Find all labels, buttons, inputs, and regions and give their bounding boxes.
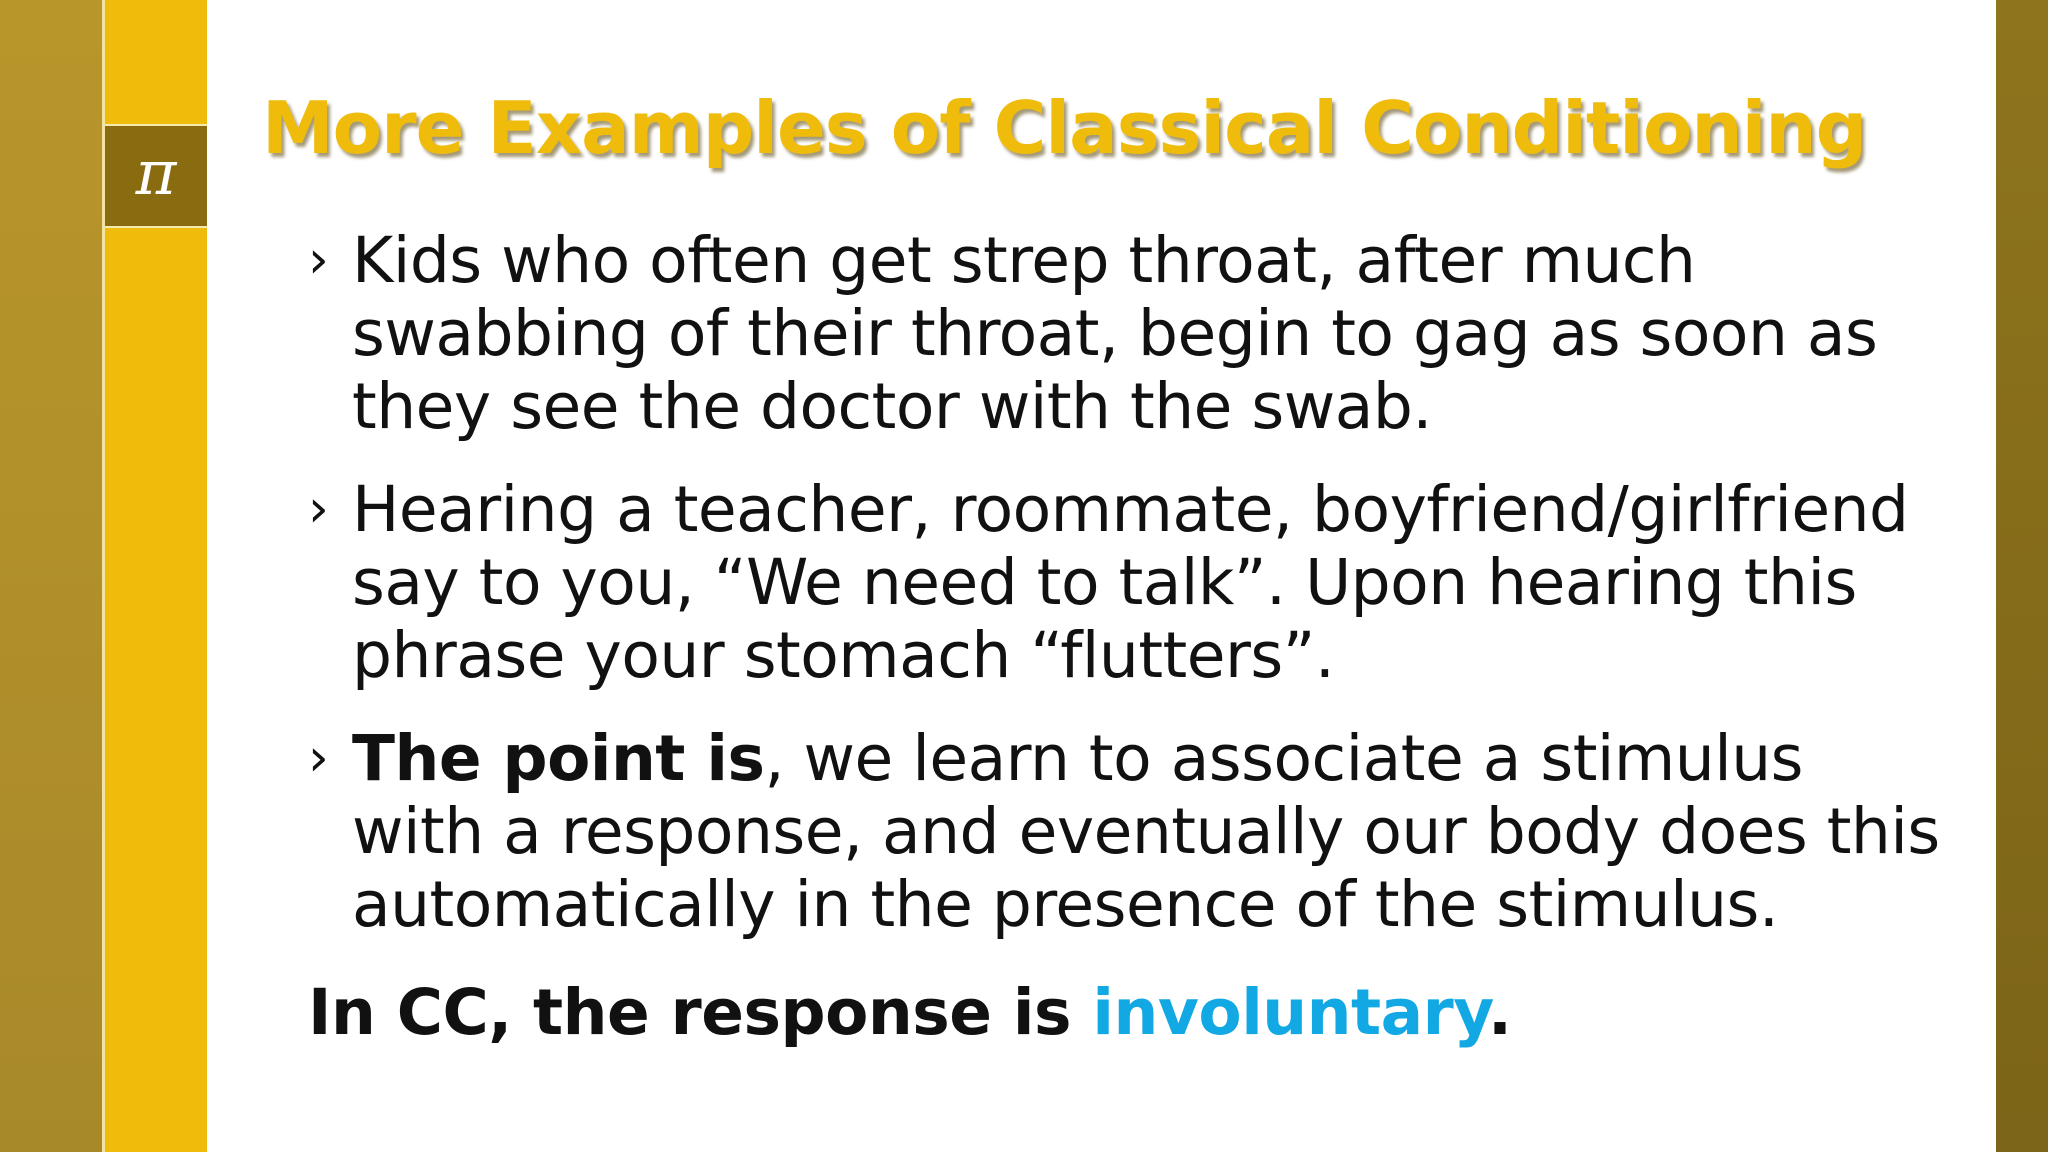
bullet-text: , we learn to associate a stimulus with a response, and eventually our body does this automatically in the presence of the stimulus. — [352, 722, 1940, 941]
bullet-text: Hearing a teacher, roommate, boyfriend/girlfriend say to you, “We need to talk”. Upon hearing this phrase your stomach “flutters”. — [352, 473, 1909, 692]
bullet-chevron-icon: › — [308, 230, 329, 290]
bullet-item — [308, 224, 1948, 443]
bullet-list — [308, 224, 1948, 971]
pi-icon: π — [135, 136, 177, 209]
conclusion-highlight: involuntary — [1092, 976, 1488, 1049]
slide-title: More Examples of Classical Conditioning — [262, 86, 1867, 170]
bullet-text: Kids who often get strep throat, after much swabbing of their throat, begin to gag as soon as they see the doctor with the swab. — [352, 224, 1878, 443]
pi-logo-box — [105, 124, 207, 228]
conclusion-prefix: In CC, the response is — [308, 976, 1093, 1049]
right-strip — [1996, 0, 2048, 1152]
conclusion-line — [308, 976, 1511, 1049]
bullet-chevron-icon: › — [308, 728, 329, 788]
bullet-lead: The point is — [352, 722, 765, 795]
bullet-item — [308, 473, 1948, 692]
bullet-item — [308, 722, 1948, 941]
bullet-chevron-icon: › — [308, 479, 329, 539]
left-dark-strip — [0, 0, 102, 1152]
conclusion-suffix: . — [1487, 976, 1512, 1049]
